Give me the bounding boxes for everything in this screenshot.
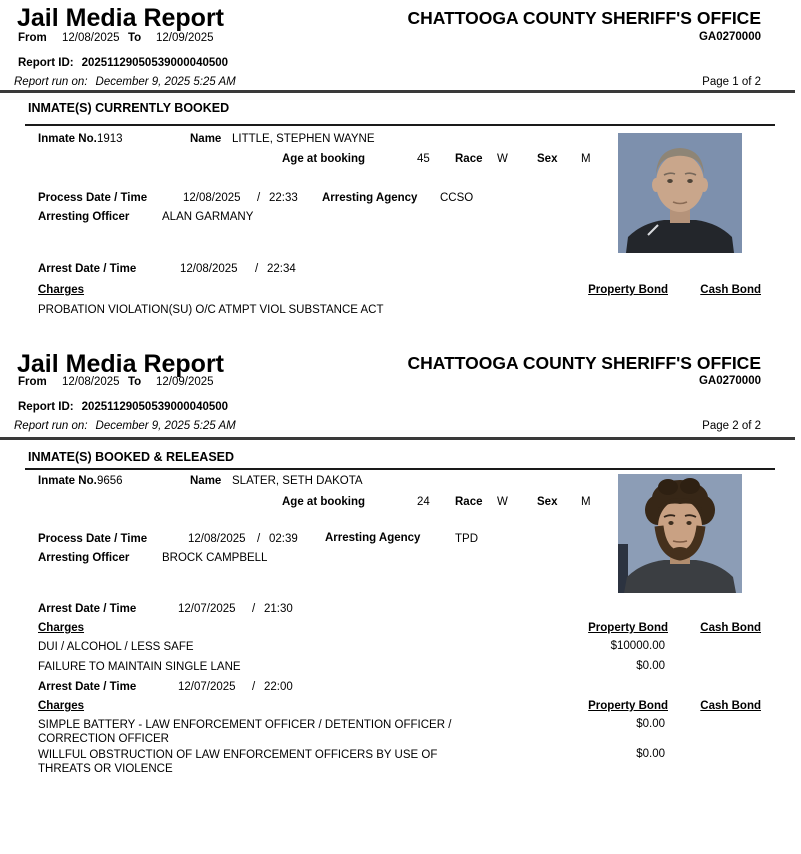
from-label: From bbox=[18, 376, 47, 388]
process-datetime-label: Process Date / Time bbox=[38, 192, 148, 204]
page-number: Page 2 of 2 bbox=[702, 420, 761, 432]
arrest-datetime-label: Arrest Date / Time bbox=[38, 603, 137, 615]
arresting-agency-label: Arresting Agency bbox=[325, 532, 421, 544]
process-time: 22:33 bbox=[269, 192, 298, 204]
property-bond-value: $0.00 bbox=[636, 748, 665, 760]
ori-number: GA0270000 bbox=[698, 375, 761, 387]
section-title: INMATE(S) BOOKED & RELEASED bbox=[28, 450, 235, 464]
report-id-value: 20251129050539000040500 bbox=[81, 401, 229, 413]
inmate-no-label: Inmate No. bbox=[38, 133, 97, 145]
charge-description: PROBATION VIOLATION(SU) O/C ATMPT VIOL SUBSTANCE ACT bbox=[38, 304, 384, 316]
age-value: 24 bbox=[417, 496, 430, 508]
section-divider bbox=[25, 468, 775, 470]
charge-description: FAILURE TO MAINTAIN SINGLE LANE bbox=[38, 661, 241, 673]
property-bond-value: $10000.00 bbox=[610, 640, 665, 652]
section-title: INMATE(S) CURRENTLY BOOKED bbox=[28, 101, 230, 115]
page-number: Page 1 of 2 bbox=[702, 76, 761, 88]
arresting-agency-value: CCSO bbox=[440, 192, 474, 204]
arrest-date: 12/08/2025 bbox=[180, 263, 238, 275]
cash-bond-header: Cash Bond bbox=[700, 284, 761, 296]
sex-label: Sex bbox=[537, 496, 558, 508]
arresting-agency-value: TPD bbox=[455, 533, 478, 545]
page-2 bbox=[0, 345, 801, 854]
charges-header: Charges bbox=[38, 622, 85, 634]
page-1 bbox=[0, 0, 801, 345]
slash-separator: / bbox=[257, 192, 261, 204]
property-bond-header: Property Bond bbox=[588, 700, 668, 712]
office-name: CHATTOOGA COUNTY SHERIFF'S OFFICE bbox=[407, 353, 761, 373]
sex-value: M bbox=[581, 153, 591, 165]
race-value: W bbox=[497, 153, 508, 165]
report-id-value: 20251129050539000040500 bbox=[81, 57, 229, 69]
header-divider bbox=[0, 90, 795, 93]
to-date: 12/09/2025 bbox=[156, 376, 214, 388]
slash-separator: / bbox=[252, 603, 256, 615]
arresting-officer-value: BROCK CAMPBELL bbox=[162, 552, 268, 564]
run-on-label: Report run on: bbox=[14, 420, 88, 432]
age-value: 45 bbox=[417, 153, 430, 165]
inmate-no-value: 9656 bbox=[97, 475, 123, 487]
from-label: From bbox=[18, 32, 47, 44]
sex-label: Sex bbox=[537, 153, 558, 165]
mugshot-image bbox=[618, 474, 742, 593]
inmate-photo bbox=[618, 474, 742, 596]
arresting-officer-label: Arresting Officer bbox=[38, 552, 130, 564]
report-id-label: Report ID: bbox=[18, 57, 74, 69]
slash-separator: / bbox=[252, 681, 256, 693]
age-label: Age at booking bbox=[282, 153, 366, 165]
from-date: 12/08/2025 bbox=[62, 376, 120, 388]
header-divider bbox=[0, 437, 795, 440]
report-id-label: Report ID: bbox=[18, 401, 74, 413]
arrest-date: 12/07/2025 bbox=[178, 603, 236, 615]
cash-bond-header: Cash Bond bbox=[700, 700, 761, 712]
arrest-time: 22:00 bbox=[264, 681, 293, 693]
charge-description: DUI / ALCOHOL / LESS SAFE bbox=[38, 641, 194, 653]
process-date: 12/08/2025 bbox=[188, 533, 246, 545]
race-label: Race bbox=[455, 496, 483, 508]
property-bond-value: $0.00 bbox=[636, 718, 665, 730]
arresting-officer-value: ALAN GARMANY bbox=[162, 211, 254, 223]
charge-description: SIMPLE BATTERY - LAW ENFORCEMENT OFFICER / DETENTION OFFICER / CORRECTION OFFICER bbox=[38, 719, 452, 745]
arrest-time: 21:30 bbox=[264, 603, 293, 615]
mugshot-image bbox=[618, 133, 742, 253]
run-on-line bbox=[14, 420, 236, 432]
to-date: 12/09/2025 bbox=[156, 32, 214, 44]
arresting-agency-label: Arresting Agency bbox=[322, 192, 418, 204]
process-datetime-label: Process Date / Time bbox=[38, 533, 148, 545]
sex-value: M bbox=[581, 496, 591, 508]
name-value: SLATER, SETH DAKOTA bbox=[232, 475, 363, 487]
property-bond-value: $0.00 bbox=[636, 660, 665, 672]
slash-separator: / bbox=[257, 533, 261, 545]
to-label: To bbox=[128, 376, 142, 388]
slash-separator: / bbox=[255, 263, 259, 275]
from-date: 12/08/2025 bbox=[62, 32, 120, 44]
inmate-no-label: Inmate No. bbox=[38, 475, 97, 487]
to-label: To bbox=[128, 32, 142, 44]
report-title: Jail Media Report bbox=[17, 350, 224, 378]
charges-header: Charges bbox=[38, 700, 85, 712]
property-bond-header: Property Bond bbox=[588, 622, 668, 634]
cash-bond-header: Cash Bond bbox=[700, 622, 761, 634]
inmate-photo bbox=[618, 133, 742, 256]
name-label: Name bbox=[190, 475, 222, 487]
name-value: LITTLE, STEPHEN WAYNE bbox=[232, 133, 375, 145]
run-on-value: December 9, 2025 5:25 AM bbox=[95, 420, 236, 432]
ori-number: GA0270000 bbox=[698, 31, 761, 43]
section-divider bbox=[25, 124, 775, 126]
run-on-line bbox=[14, 76, 236, 88]
charge-description: WILLFUL OBSTRUCTION OF LAW ENFORCEMENT OFFICERS BY USE OF THREATS OR VIOLENCE bbox=[38, 749, 438, 775]
arresting-officer-label: Arresting Officer bbox=[38, 211, 130, 223]
arrest-datetime-label: Arrest Date / Time bbox=[38, 263, 137, 275]
property-bond-header: Property Bond bbox=[588, 284, 668, 296]
race-value: W bbox=[497, 496, 508, 508]
run-on-label: Report run on: bbox=[14, 76, 88, 88]
run-on-value: December 9, 2025 5:25 AM bbox=[95, 76, 236, 88]
race-label: Race bbox=[455, 153, 483, 165]
age-label: Age at booking bbox=[282, 496, 366, 508]
process-date: 12/08/2025 bbox=[183, 192, 241, 204]
name-label: Name bbox=[190, 133, 222, 145]
arrest-time: 22:34 bbox=[267, 263, 296, 275]
report-id-line bbox=[18, 401, 228, 413]
charges-header: Charges bbox=[38, 284, 85, 296]
process-time: 02:39 bbox=[269, 533, 298, 545]
inmate-no-value: 1913 bbox=[97, 133, 123, 145]
arrest-datetime-label: Arrest Date / Time bbox=[38, 681, 137, 693]
report-title: Jail Media Report bbox=[17, 4, 224, 32]
arrest-date: 12/07/2025 bbox=[178, 681, 236, 693]
report-id-line bbox=[18, 57, 228, 69]
office-name: CHATTOOGA COUNTY SHERIFF'S OFFICE bbox=[407, 8, 761, 28]
